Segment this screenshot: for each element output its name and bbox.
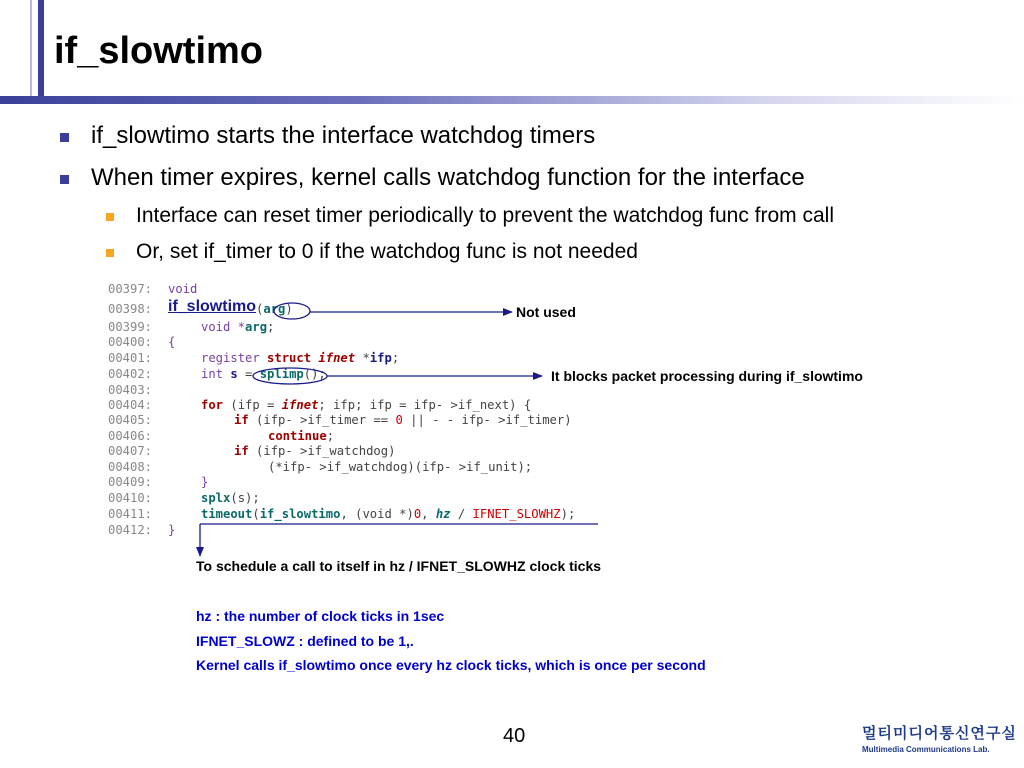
bullet-text: When timer expires, kernel calls watchdog function for the interface (91, 164, 805, 191)
code-line: 00405: if (ifp- >if_timer == 0 || - - ifp- >if_timer) (108, 413, 572, 427)
code-line: 00408: (*ifp- >if_watchdog)(ifp- >if_unit); (108, 460, 533, 474)
splimp-oval (253, 368, 327, 384)
lab-logo-korean: 멀티미디어통신연구실 (862, 724, 1017, 742)
lab-logo-english: Multimedia Communications Lab. (862, 745, 990, 754)
code-line: 00401: register struct ifnet * ifp ; (108, 351, 400, 365)
code-line: 00409: } (108, 475, 209, 489)
schedule-label: To schedule a call to itself in hz / IFNET_SLOWHZ clock ticks (196, 558, 602, 574)
code-line: 00400: { (108, 335, 176, 349)
code-line: 00411: timeout ( if_slowtimo , (void *) 0 , hz / IFNET_SLOWHZ ); (108, 507, 576, 521)
slide-title: if_slowtimo (54, 30, 264, 72)
ifnet-slowz-definition: IFNET_SLOWZ : defined to be 1,. (196, 633, 414, 649)
blocks-label: It blocks packet processing during if_slowtimo (551, 368, 863, 384)
kernel-calls-note: Kernel calls if_slowtimo once every hz clock ticks, which is once per second (196, 657, 706, 673)
sub-bullet-text: Or, set if_timer to 0 if the watchdog func is not needed (136, 240, 638, 263)
code-line: 00399: void * arg ; (108, 320, 275, 334)
lab-logo (862, 722, 1017, 754)
code-line: 00398: if_slowtimo ( arg ) (108, 298, 293, 316)
code-line: 00407: if (ifp- >if_watchdog) (108, 444, 396, 458)
page-number: 40 (503, 725, 526, 747)
arg-oval (274, 303, 310, 319)
code-line: 00412: } (108, 523, 176, 537)
bullet-text: if_slowtimo starts the interface watchdog timers (91, 122, 596, 149)
sub-bullet-text: Interface can reset timer periodically to prevent the watchdog func from call (136, 204, 835, 227)
arg-param: arg (263, 302, 286, 316)
not-used-label: Not used (516, 304, 576, 320)
code-line: 00410: splx (s); (108, 491, 260, 505)
code-line: 00397: void (108, 282, 198, 296)
code-line: 00404: for (ifp = ifnet ; ifp; ifp = ifp- >if_next) { (108, 398, 532, 412)
code-line: 00403: (108, 383, 153, 397)
function-name: if_slowtimo (168, 298, 257, 315)
hz-definition: hz : the number of clock ticks in 1sec (196, 608, 445, 624)
code-line: 00402: int s = splimp (); (108, 367, 326, 381)
code-line: 00406: continue ; (108, 429, 335, 443)
splimp-call: splimp (259, 367, 304, 381)
